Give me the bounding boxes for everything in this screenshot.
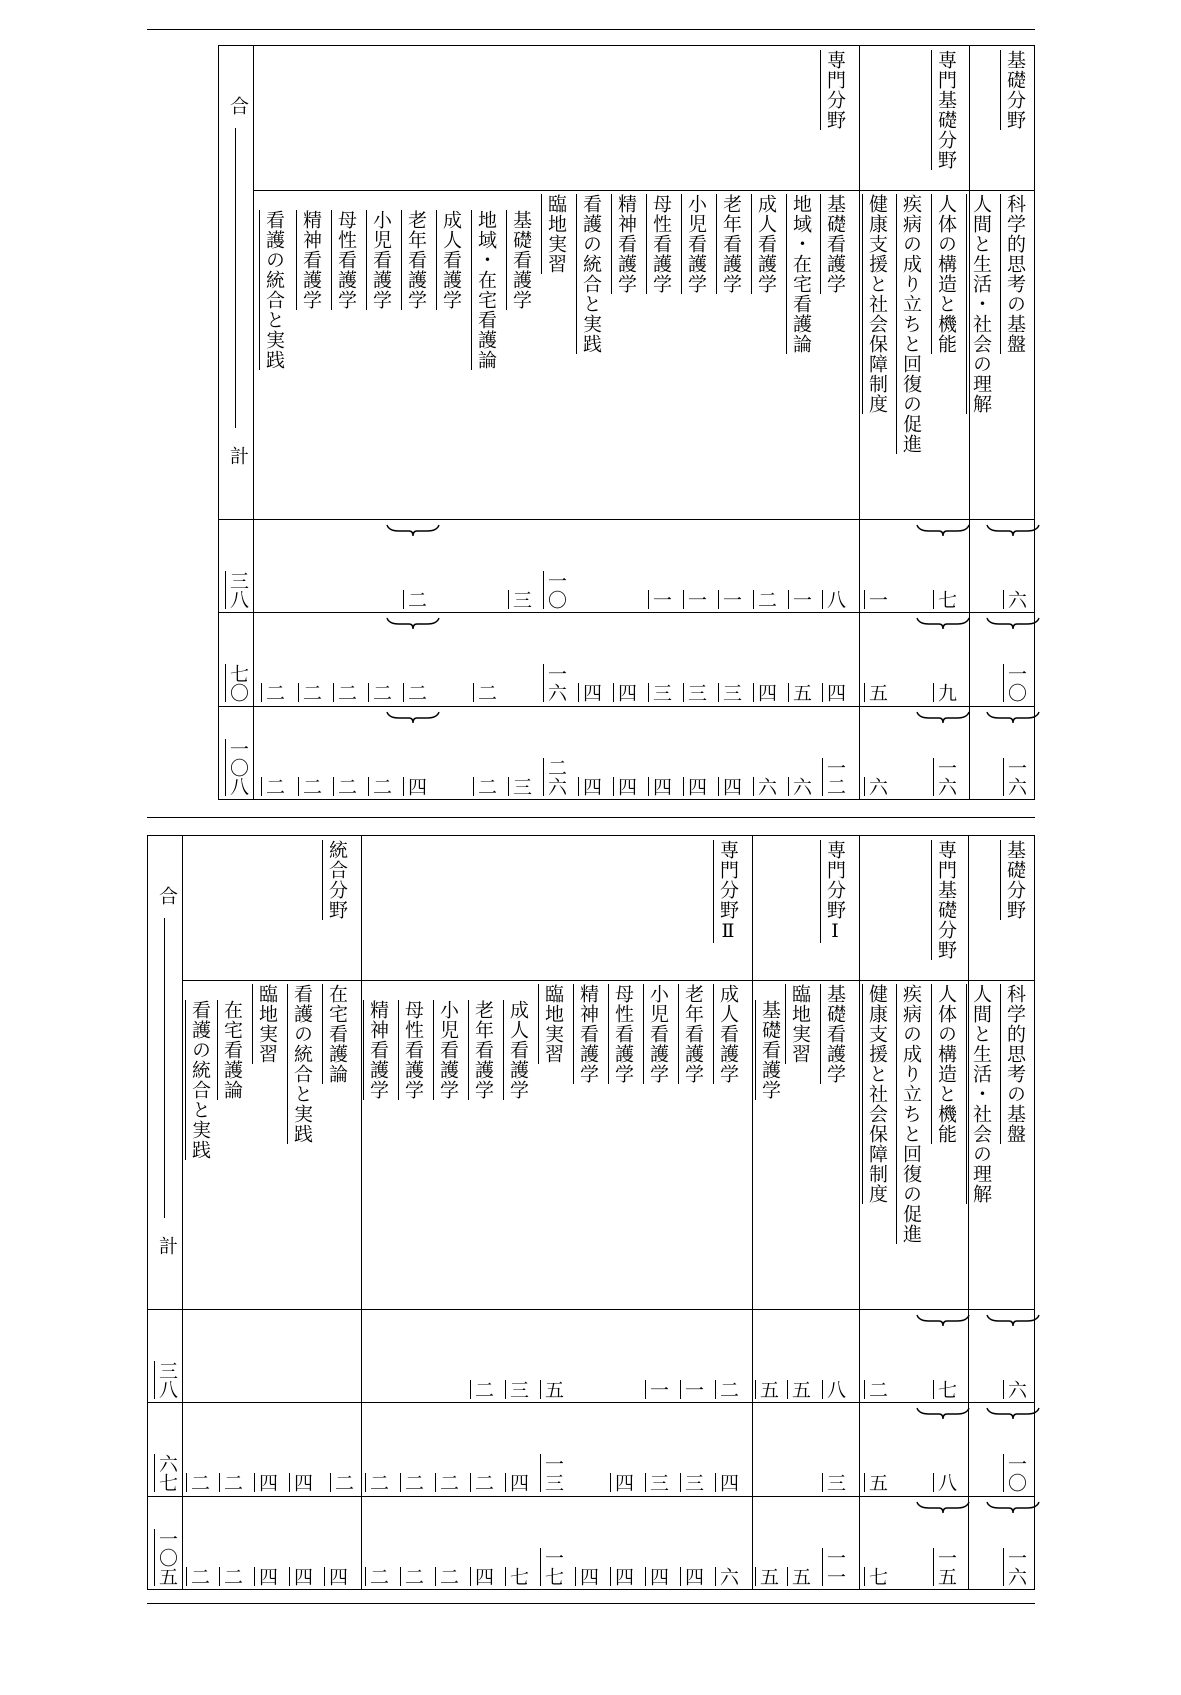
value: 一六 <box>1005 1548 1027 1586</box>
value: 五 <box>542 1380 564 1399</box>
subject: 精神看護学 <box>573 984 600 1084</box>
value: 四 <box>472 1567 494 1586</box>
category-kiso: 基礎分野 <box>1000 50 1027 130</box>
value: 五 <box>757 1380 779 1399</box>
value: 一 <box>650 590 672 609</box>
category-senmon-2: 専門分野Ⅱ <box>713 840 740 943</box>
brace <box>985 1313 1041 1327</box>
subject: 基礎看護学 <box>755 1000 782 1100</box>
subject: 科学的思考の基盤 <box>1000 984 1027 1144</box>
value: 二 <box>472 1473 494 1492</box>
total-label-top: 合 <box>227 96 249 116</box>
value: 二 <box>263 777 285 796</box>
value: 四 <box>507 1473 529 1492</box>
value: 二 <box>437 1567 459 1586</box>
value: 四 <box>615 777 637 796</box>
subject: 人体の構造と機能 <box>931 194 958 354</box>
subject: 成人看護学 <box>503 1000 530 1100</box>
value: 二 <box>300 683 322 702</box>
subject: 人間と生活・社会の理解 <box>966 194 993 414</box>
brace <box>985 1406 1041 1420</box>
value: 五 <box>790 683 812 702</box>
value: 二 <box>402 1473 424 1492</box>
subject: 健康支援と社会保障制度 <box>862 984 889 1204</box>
brace <box>915 523 971 537</box>
total-value: 六七 <box>156 1454 178 1492</box>
value: 二 <box>405 590 427 609</box>
value: 四 <box>291 1567 313 1586</box>
brace <box>915 1406 971 1420</box>
value: 一一 <box>824 1548 846 1586</box>
total-value: 七〇 <box>227 664 249 702</box>
value: 五 <box>789 1567 811 1586</box>
category-senmon-1: 専門分野Ⅰ <box>820 840 847 943</box>
subject: 小児看護学 <box>366 210 393 310</box>
subject: 老年看護学 <box>401 210 428 310</box>
value: 二 <box>367 1567 389 1586</box>
value: 八 <box>824 1380 846 1399</box>
value: 八 <box>824 590 846 609</box>
subject: 看護の統合と実践 <box>576 194 603 354</box>
value: 一六 <box>545 664 567 702</box>
brace <box>915 1500 971 1514</box>
value: 一 <box>682 1380 704 1399</box>
value: 三 <box>682 1473 704 1492</box>
total-value: 一〇五 <box>156 1529 178 1586</box>
value: 四 <box>577 1567 599 1586</box>
subject: 地域・在宅看護論 <box>786 194 813 354</box>
value: 六 <box>717 1567 739 1586</box>
value: 五 <box>757 1567 779 1586</box>
value: 二 <box>335 683 357 702</box>
subject: 人体の構造と機能 <box>931 984 958 1144</box>
subject: 看護の統合と実践 <box>185 1000 212 1160</box>
value: 二 <box>717 1380 739 1399</box>
subject: 母性看護学 <box>398 1000 425 1100</box>
subject: 精神看護学 <box>611 194 638 294</box>
value: 二 <box>405 683 427 702</box>
value: 一七 <box>542 1548 564 1586</box>
value: 二 <box>221 1473 243 1492</box>
value: 一五 <box>935 1548 957 1586</box>
value: 一六 <box>935 758 957 796</box>
subject: 看護の統合と実践 <box>287 984 314 1144</box>
value: 五 <box>789 1380 811 1399</box>
value: 九 <box>935 683 957 702</box>
subject: 母性看護学 <box>608 984 635 1084</box>
brace <box>985 710 1041 724</box>
total-label-bottom: 計 <box>156 1236 178 1256</box>
subject: 臨地実習 <box>785 984 812 1064</box>
subject: 老年看護学 <box>468 1000 495 1100</box>
total-value: 一〇八 <box>227 739 249 796</box>
curriculum-table-1 <box>218 45 1035 800</box>
subject: 基礎看護学 <box>506 210 533 310</box>
subject: 人間と生活・社会の理解 <box>966 984 993 1204</box>
subject: 精神看護学 <box>363 1000 390 1100</box>
subject: 臨地実習 <box>538 984 565 1064</box>
brace <box>915 710 971 724</box>
value: 四 <box>685 777 707 796</box>
value: 八 <box>935 1473 957 1492</box>
value: 六 <box>755 777 777 796</box>
subject: 在宅看護論 <box>322 984 349 1084</box>
value: 二 <box>437 1473 459 1492</box>
value: 一 <box>866 590 888 609</box>
value: 二 <box>402 1567 424 1586</box>
value: 三 <box>685 683 707 702</box>
value: 一六 <box>1005 758 1027 796</box>
value: 四 <box>256 1567 278 1586</box>
subject: 基礎看護学 <box>820 984 847 1084</box>
value: 四 <box>405 777 427 796</box>
value: 一三 <box>542 1454 564 1492</box>
value: 七 <box>507 1567 529 1586</box>
subject: 精神看護学 <box>296 210 323 310</box>
brace <box>915 616 971 630</box>
bottom-rule <box>147 1603 1035 1604</box>
value: 四 <box>615 683 637 702</box>
value: 四 <box>720 777 742 796</box>
value: 二 <box>370 683 392 702</box>
value: 四 <box>824 683 846 702</box>
middle-rule <box>147 817 1035 818</box>
value: 五 <box>866 1473 888 1492</box>
category-kiso: 基礎分野 <box>1000 840 1027 920</box>
value: 四 <box>612 1473 634 1492</box>
value: 四 <box>650 777 672 796</box>
value: 二 <box>263 683 285 702</box>
brace <box>985 523 1041 537</box>
value: 四 <box>256 1473 278 1492</box>
curriculum-table-2 <box>147 835 1035 1590</box>
value: 一〇 <box>1005 1454 1027 1492</box>
category-senmon-kiso: 専門基礎分野 <box>931 840 958 960</box>
subject: 小児看護学 <box>643 984 670 1084</box>
brace <box>385 710 441 724</box>
value: 五 <box>866 683 888 702</box>
value: 一〇 <box>1005 664 1027 702</box>
value: 六 <box>1005 1380 1027 1399</box>
total-value: 三八 <box>227 571 249 609</box>
value: 六 <box>1005 590 1027 609</box>
value: 二 <box>475 777 497 796</box>
value: 四 <box>612 1567 634 1586</box>
value: 一 <box>685 590 707 609</box>
brace <box>385 523 441 537</box>
brace <box>385 616 441 630</box>
value: 一 <box>720 590 742 609</box>
value: 二 <box>188 1567 210 1586</box>
value: 三 <box>510 777 532 796</box>
value: 二 <box>866 1380 888 1399</box>
value: 二 <box>188 1473 210 1492</box>
value: 一二 <box>824 758 846 796</box>
value: 四 <box>682 1567 704 1586</box>
value: 七 <box>866 1567 888 1586</box>
brace <box>985 1500 1041 1514</box>
brace <box>915 1313 971 1327</box>
total-label-bottom: 計 <box>227 446 249 466</box>
brace <box>985 616 1041 630</box>
subject: 在宅看護論 <box>217 1000 244 1100</box>
value: 三 <box>507 1380 529 1399</box>
subject: 臨地実習 <box>541 194 568 274</box>
value: 四 <box>580 777 602 796</box>
category-senmon-kiso: 専門基礎分野 <box>931 50 958 170</box>
value: 二 <box>221 1567 243 1586</box>
subject: 老年看護学 <box>716 194 743 294</box>
value: 二 <box>472 1380 494 1399</box>
value: 三 <box>510 590 532 609</box>
subject: 疾病の成り立ちと回復の促進 <box>896 984 923 1244</box>
value: 四 <box>580 683 602 702</box>
top-rule <box>147 29 1035 30</box>
value: 四 <box>647 1567 669 1586</box>
value: 二 <box>300 777 322 796</box>
subject: 看護の統合と実践 <box>259 210 286 370</box>
subject: 母性看護学 <box>646 194 673 294</box>
subject: 老年看護学 <box>678 984 705 1084</box>
value: 三 <box>824 1473 846 1492</box>
value: 二 <box>475 683 497 702</box>
value: 一 <box>647 1380 669 1399</box>
subject: 成人看護学 <box>436 210 463 310</box>
subject: 臨地実習 <box>252 984 279 1064</box>
value: 四 <box>755 683 777 702</box>
subject: 基礎看護学 <box>820 194 847 294</box>
value: 二六 <box>545 758 567 796</box>
subject: 母性看護学 <box>331 210 358 310</box>
category-senmon: 専門分野 <box>820 50 847 130</box>
category-tougou: 統合分野 <box>322 840 349 920</box>
total-label-top: 合 <box>156 886 178 906</box>
subject: 健康支援と社会保障制度 <box>862 194 889 414</box>
value: 七 <box>935 590 957 609</box>
value: 七 <box>935 1380 957 1399</box>
value: 二 <box>332 1473 354 1492</box>
value: 三 <box>650 683 672 702</box>
value: 四 <box>326 1567 348 1586</box>
subject: 成人看護学 <box>751 194 778 294</box>
subject: 科学的思考の基盤 <box>1000 194 1027 354</box>
value: 二 <box>367 1473 389 1492</box>
value: 一〇 <box>545 571 567 609</box>
value: 二 <box>335 777 357 796</box>
value: 二 <box>370 777 392 796</box>
subject: 疾病の成り立ちと回復の促進 <box>896 194 923 454</box>
value: 一 <box>790 590 812 609</box>
subject: 成人看護学 <box>713 984 740 1084</box>
value: 二 <box>755 590 777 609</box>
total-value: 三八 <box>156 1361 178 1399</box>
value: 六 <box>790 777 812 796</box>
value: 四 <box>291 1473 313 1492</box>
value: 六 <box>866 777 888 796</box>
subject: 小児看護学 <box>681 194 708 294</box>
value: 三 <box>720 683 742 702</box>
value: 三 <box>647 1473 669 1492</box>
subject: 小児看護学 <box>433 1000 460 1100</box>
subject: 地域・在宅看護論 <box>471 210 498 370</box>
value: 四 <box>717 1473 739 1492</box>
